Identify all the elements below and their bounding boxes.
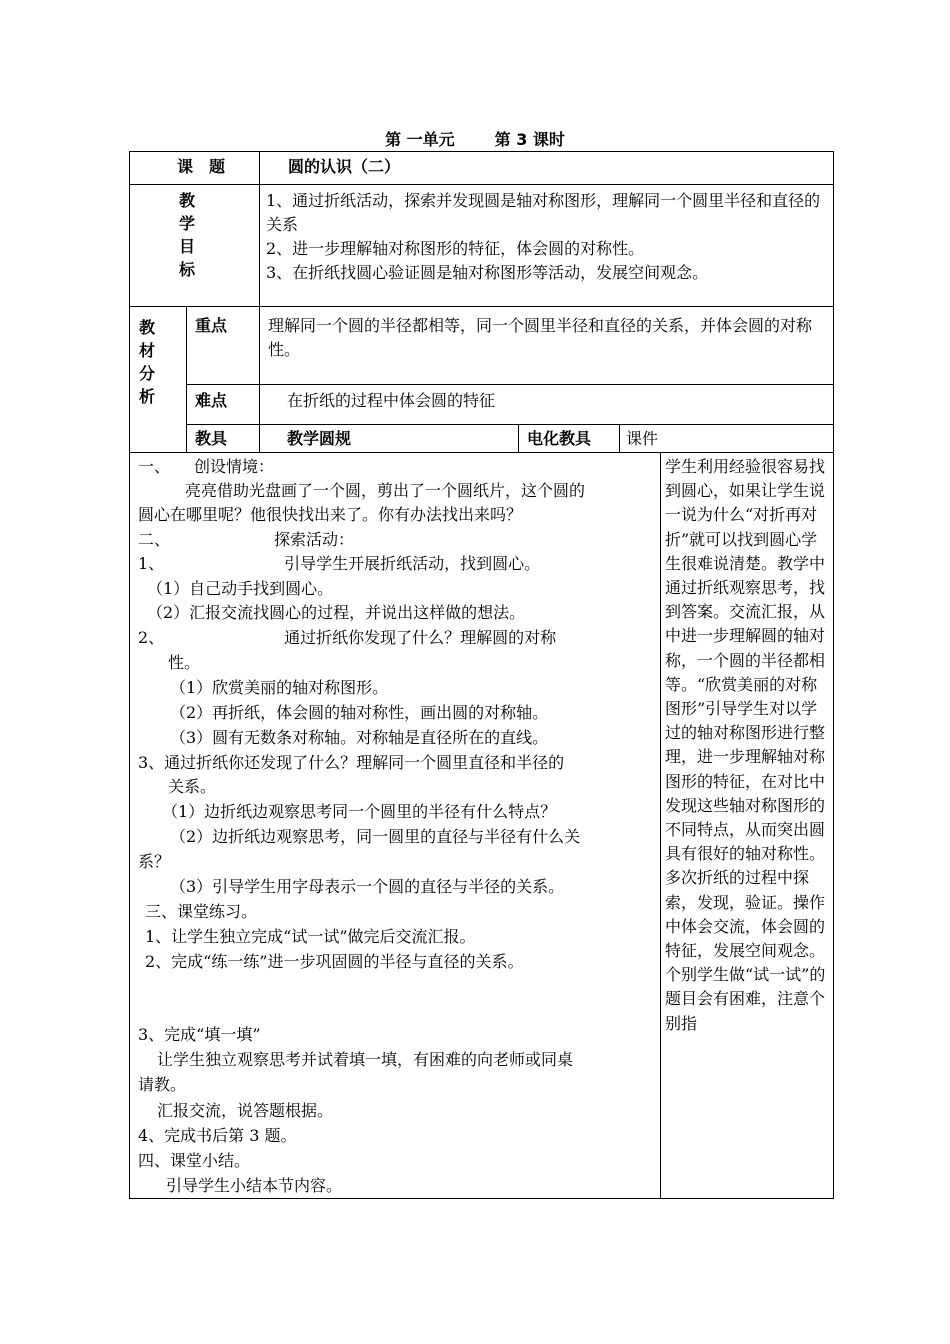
process-line: 二、 探索活动： bbox=[138, 530, 355, 549]
process-line: （1）自己动手找到圆心。 bbox=[147, 579, 334, 598]
objective-item: 2、进一步理解轴对称图形的特征，体会圆的对称性。 bbox=[266, 239, 645, 258]
process-line: 一、 创设情境： bbox=[138, 457, 275, 476]
topic-label: 课 题 bbox=[177, 157, 226, 176]
objective-item: 3、在折纸找圆心验证圆是轴对称图形等活动，发展空间观念。 bbox=[266, 263, 709, 282]
difficult-point-label: 难点 bbox=[195, 391, 228, 410]
topic-value: 圆的认识（二） bbox=[288, 157, 401, 176]
process-line: 1、让学生独立完成“试一试”做完后交流汇报。 bbox=[145, 927, 476, 946]
process-line: 让学生独立观察思考并试着填一填，有困难的向老师或同桌 bbox=[157, 1050, 574, 1069]
process-line: 关系。 bbox=[168, 777, 217, 796]
process-line: 请教。 bbox=[138, 1075, 187, 1094]
process-line: 4、完成书后第 3 题。 bbox=[138, 1126, 297, 1145]
tools-label: 教具 bbox=[195, 429, 228, 448]
objective-item: 1、通过折纸活动，探索并发现圆是轴对称图形，理解同一个圆里半径和直径的关系 bbox=[266, 191, 821, 234]
key-point-text: 理解同一个圆的半径都相等，同一个圆里半径和直径的关系，并体会圆的对称性。 bbox=[268, 316, 813, 359]
lesson-label: 第 3 课时 bbox=[494, 130, 565, 149]
process-line: （2）再折纸，体会圆的轴对称性，画出圆的对称轴。 bbox=[170, 703, 549, 722]
process-line: 3、完成“填一填” bbox=[138, 1025, 261, 1044]
process-line: 性。 bbox=[168, 653, 201, 672]
unit-label: 第 一单元 bbox=[385, 130, 455, 149]
process-line: （1）边折纸边观察思考同一个圆里的半径有什么特点？ bbox=[162, 802, 557, 821]
process-line: 亮亮借助光盘画了一个圆，剪出了一个圆纸片，这个圆的 bbox=[185, 481, 586, 500]
process-line: （2）边折纸边观察思考，同一圆里的直径与半径有什么关 bbox=[170, 827, 581, 846]
sidebar-notes: 学生利用经验很容易找到圆心，如果让学生说一说为什么“对折再对折”就可以找到圆心学生很难说清楚。教学中通过折纸观察思考，找到答案。交流汇报，从中进一步理解圆的轴对称，一个圆的半径都相等。“欣赏美丽的对称图形”引导学生对以学过的轴对称图形进行整理，进一步理解轴对称图形的特征，在对比中发现这些轴对称图形的不同特点，从而突出圆具有很好的轴对称性。多次折纸的过程中探索，发现，验证。操作中体会交流，体会圆的特征，发展空间观念。个别学生做“试一试”的题目会有困难，注意个别指 bbox=[665, 457, 826, 1033]
process-line: 三、课堂练习。 bbox=[145, 902, 258, 921]
edu-tools-value: 课件 bbox=[626, 429, 659, 448]
process-line: （3）圆有无数条对称轴。对称轴是直径所在的直线。 bbox=[170, 728, 549, 747]
process-line: 引导学生小结本节内容。 bbox=[166, 1176, 343, 1195]
process-line: 1、 引导学生开展折纸活动，找到圆心。 bbox=[138, 554, 541, 573]
process-line: 3、通过折纸你还发现了什么？理解同一个圆里直径和半径的 bbox=[138, 753, 565, 772]
analysis-label: 教材分析 bbox=[138, 318, 155, 406]
process-line: 汇报交流，说答题根据。 bbox=[157, 1101, 334, 1120]
process-line: （3）引导学生用字母表示一个圆的直径与半径的关系。 bbox=[170, 877, 565, 896]
process-line: 2、 通过折纸你发现了什么？理解圆的对称 bbox=[138, 628, 557, 647]
process-line: （1）欣赏美丽的轴对称图形。 bbox=[170, 678, 389, 697]
difficult-point-text: 在折纸的过程中体会圆的特征 bbox=[287, 391, 496, 410]
edu-tools-label: 电化教具 bbox=[527, 429, 592, 448]
process-line: 2、完成“练一练”进一步巩固圆的半径与直径的关系。 bbox=[145, 952, 524, 971]
process-line: 系？ bbox=[138, 852, 171, 871]
process-line: 四、课堂小结。 bbox=[138, 1151, 251, 1170]
tools-value: 教学圆规 bbox=[287, 429, 352, 448]
key-point-label: 重点 bbox=[195, 316, 228, 335]
objectives-label: 教学目标 bbox=[178, 191, 195, 279]
process-line: （2）汇报交流找圆心的过程，并说出这样做的想法。 bbox=[147, 603, 526, 622]
page-title bbox=[0, 127, 950, 150]
process-line: 圆心在哪里呢？他很快找出来了。你有办法找出来吗？ bbox=[138, 505, 523, 524]
